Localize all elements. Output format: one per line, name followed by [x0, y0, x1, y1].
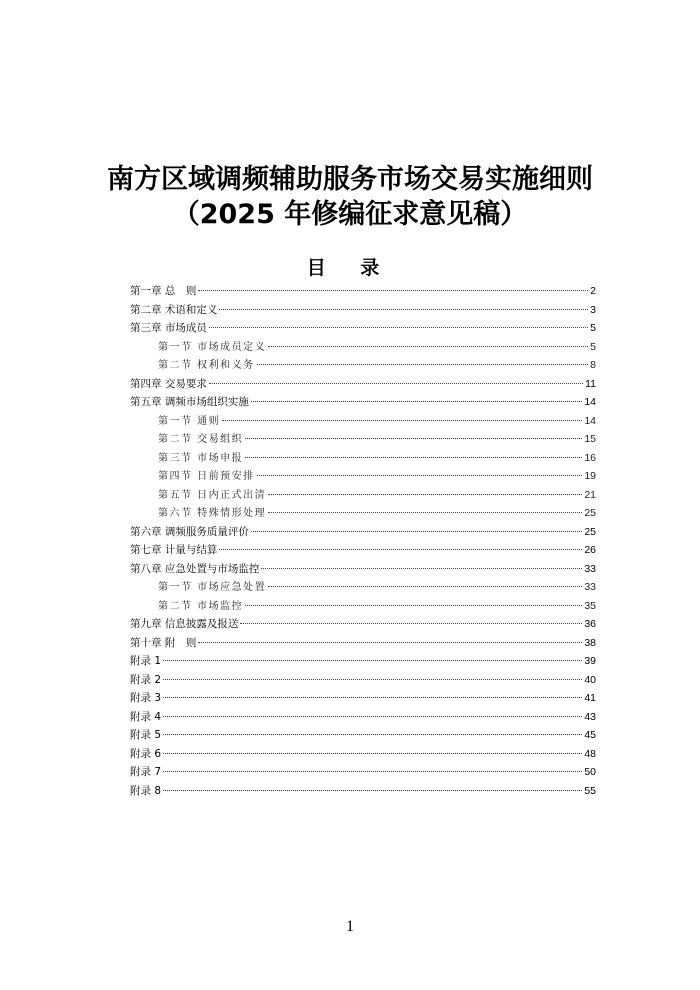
toc-entry-page: 15	[584, 433, 596, 445]
toc-entry-label: 附录 8	[130, 784, 162, 797]
toc-entry-label: 第二节 权利和义务	[158, 360, 255, 371]
toc-section-entry[interactable]	[130, 449, 596, 468]
toc-entry-page: 16	[584, 451, 596, 464]
toc-dot-leader	[163, 716, 582, 717]
toc-chapter-entry[interactable]	[130, 671, 596, 690]
toc-dot-leader	[219, 549, 582, 550]
toc-entry-page: 45	[584, 729, 596, 741]
toc-entry-label: 第一章 总 则	[130, 285, 197, 297]
toc-entry-page: 33	[584, 581, 596, 593]
toc-entry-label: 附录 6	[130, 747, 162, 760]
document-title-line-1: 南方区域调频辅助服务市场交易实施细则	[107, 164, 593, 195]
toc-entry-page: 43	[584, 710, 596, 723]
toc-entry-label: 第一节 市场应急处置	[158, 582, 267, 593]
toc-entry-label: 第四节 日前预安排	[158, 471, 255, 482]
toc-entry-page: 21	[584, 488, 596, 501]
toc-chapter-entry[interactable]	[130, 393, 596, 412]
toc-section-entry[interactable]	[130, 467, 596, 486]
toc-entry-page: 14	[584, 396, 596, 408]
toc-chapter-entry[interactable]	[130, 634, 596, 653]
toc-entry-page: 41	[584, 692, 596, 704]
toc-dot-leader	[198, 290, 588, 291]
toc-entry-page: 39	[584, 655, 596, 667]
toc-entry-page: 36	[584, 618, 596, 630]
toc-entry-label: 附录 4	[130, 710, 162, 723]
toc-dot-leader	[163, 790, 582, 791]
toc-chapter-entry[interactable]	[130, 319, 596, 338]
toc-dot-leader	[209, 327, 588, 328]
toc-chapter-entry[interactable]	[130, 745, 596, 764]
toc-entry-page: 5	[590, 340, 596, 353]
toc-section-entry[interactable]	[130, 486, 596, 505]
toc-entry-page: 55	[584, 784, 596, 797]
toc-section-entry[interactable]	[130, 412, 596, 431]
toc-entry-label: 第五章 调频市场组织实施	[130, 396, 249, 408]
toc-section-entry[interactable]	[130, 504, 596, 523]
document-title-line-2: （2025 年修编征求意见稿）	[172, 199, 528, 230]
toc-dot-leader	[219, 309, 588, 310]
toc-dot-leader	[268, 586, 582, 587]
page-number: 1	[346, 918, 354, 935]
toc-chapter-entry[interactable]	[130, 763, 596, 782]
toc-entry-page: 25	[584, 507, 596, 519]
toc-entry-page: 50	[584, 766, 596, 778]
toc-dot-leader	[163, 697, 582, 698]
toc-entry-label: 附录 3	[130, 692, 162, 704]
toc-entry-label: 第十章 附 则	[130, 636, 197, 649]
toc-dot-leader	[245, 605, 582, 606]
toc-chapter-entry[interactable]	[130, 301, 596, 320]
toc-entry-page: 11	[585, 377, 596, 390]
toc-dot-leader	[251, 531, 582, 532]
toc-dot-leader	[240, 623, 582, 624]
toc-dot-leader	[245, 457, 582, 458]
toc-entry-page: 33	[584, 562, 596, 575]
toc-entry-label: 第二章 术语和定义	[130, 303, 218, 316]
toc-dot-leader	[163, 753, 582, 754]
toc-entry-label: 第三章 市场成员	[130, 322, 207, 334]
toc-entry-label: 第九章 信息披露及报送	[130, 618, 239, 630]
toc-dot-leader	[257, 475, 583, 476]
toc-chapter-entry[interactable]	[130, 615, 596, 634]
toc-entry-page: 40	[584, 673, 596, 686]
toc-dot-leader	[209, 383, 583, 384]
toc-entry-page: 26	[584, 544, 596, 556]
toc-chapter-entry[interactable]	[130, 726, 596, 745]
toc-chapter-entry[interactable]	[130, 782, 596, 801]
toc-dot-leader	[163, 771, 582, 772]
toc-chapter-entry[interactable]	[130, 375, 596, 394]
toc-entry-page: 35	[584, 599, 596, 612]
toc-dot-leader	[268, 494, 582, 495]
toc-entry-label: 附录 7	[130, 766, 162, 778]
toc-chapter-entry[interactable]	[130, 560, 596, 579]
toc-entry-label: 第四章 交易要求	[130, 377, 207, 390]
toc-section-entry[interactable]	[130, 338, 596, 357]
toc-entry-page: 3	[590, 303, 596, 316]
toc-dot-leader	[163, 679, 582, 680]
toc-entry-page: 25	[584, 525, 596, 538]
toc-entry-page: 8	[590, 359, 596, 371]
toc-section-entry[interactable]	[130, 597, 596, 616]
toc-entry-label: 第八章 应急处置与市场监控	[130, 562, 260, 575]
toc-entry-page: 2	[590, 285, 596, 297]
toc-entry-label: 附录 2	[130, 673, 162, 686]
toc-entry-page: 14	[584, 414, 596, 427]
toc-dot-leader	[261, 568, 582, 569]
toc-chapter-entry[interactable]	[130, 541, 596, 560]
toc-section-entry[interactable]	[130, 578, 596, 597]
toc-entry-label: 第三节 市场申报	[158, 452, 244, 464]
toc-section-entry[interactable]	[130, 356, 596, 375]
toc-dot-leader	[251, 401, 582, 402]
toc-dot-leader	[198, 642, 582, 643]
toc-heading: 目 录	[306, 257, 394, 279]
toc-dot-leader	[268, 346, 588, 347]
toc-entry-label: 第六章 调频服务质量评价	[130, 525, 249, 538]
toc-section-entry[interactable]	[130, 430, 596, 449]
toc-entry-label: 附录 5	[130, 729, 162, 741]
toc-entry-page: 48	[584, 747, 596, 760]
table-of-contents	[130, 282, 596, 800]
toc-dot-leader	[163, 734, 582, 735]
toc-dot-leader	[268, 512, 582, 513]
toc-entry-label: 第一节 市场成员定义	[158, 341, 267, 353]
toc-entry-label: 第五节 日内正式出清	[158, 489, 267, 501]
toc-dot-leader	[257, 364, 588, 365]
toc-entry-label: 第二节 交易组织	[158, 434, 244, 445]
toc-entry-label: 第六节 特殊情形处理	[158, 508, 267, 519]
toc-chapter-entry[interactable]	[130, 708, 596, 727]
toc-entry-page: 5	[590, 322, 596, 334]
toc-entry-label: 第一节 通则	[158, 415, 221, 427]
toc-dot-leader	[163, 660, 582, 661]
toc-entry-label: 第二节 市场监控	[158, 600, 244, 612]
toc-chapter-entry[interactable]	[130, 523, 596, 542]
toc-entry-page: 19	[584, 470, 596, 482]
toc-dot-leader	[245, 438, 582, 439]
toc-chapter-entry[interactable]	[130, 652, 596, 671]
toc-chapter-entry[interactable]	[130, 282, 596, 301]
toc-chapter-entry[interactable]	[130, 689, 596, 708]
toc-entry-label: 第七章 计量与结算	[130, 544, 218, 556]
toc-entry-page: 38	[584, 636, 596, 649]
toc-entry-label: 附录 1	[130, 655, 162, 667]
toc-dot-leader	[222, 420, 582, 421]
